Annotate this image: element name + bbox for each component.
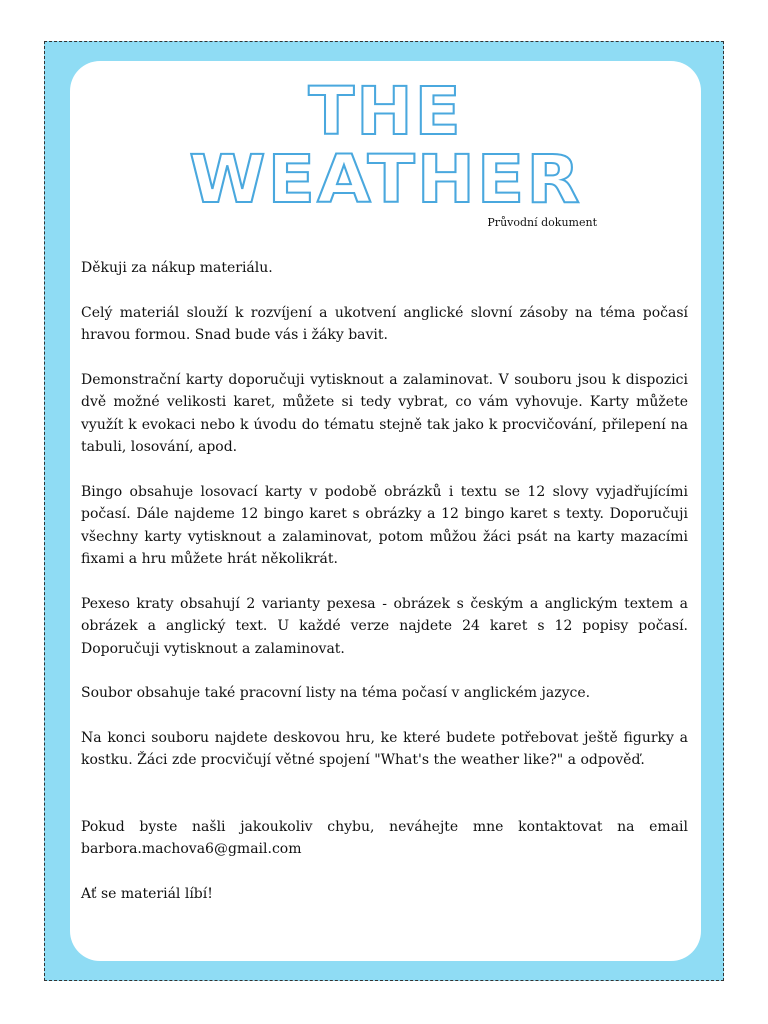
document-body [81,257,688,927]
paragraph-closing: Ať se materiál líbí! [81,885,213,902]
paragraph-bingo: Bingo obsahuje losovací karty v podobě obrázků i textu se 12 slovy vyjadřujícími počasí. Dále najdeme 12 bingo karet s obrázky a 12 bingo karet s texty. Doporučuji všechny karty vytisknout a zalaminovat, potom můžou žáci psát na karty mazacími fixami a hru můžete hrát několikrát. [81,483,688,567]
paragraph-board-game: Na konci souboru najdete deskovou hru, ke které budete potřebovat ještě figurky a kostku. Žáci zde procvičují větné spojení "What's the weather like?" a odpověď. [81,729,688,768]
document-subtitle: Průvodní dokument [487,216,597,229]
paragraph-worksheets: Soubor obsahuje také pracovní listy na téma počasí v anglickém jazyce. [81,685,591,701]
page-frame [44,41,724,981]
paragraph-pexeso: Pexeso kraty obsahují 2 varianty pexesa - obrázek s českým a anglickým textem a obrázek a anglický text. U každé verze najdete 24 karet s 12 popisy počasí. Doporučuji vytisknout a zalaminovat. [81,595,688,657]
title-the: THE [308,73,463,150]
paragraph-thanks: Děkuji za nákup materiálu. [81,260,273,276]
title-weather: WEATHER [189,141,582,218]
paragraph-demo-cards: Demonstrační karty doporučuji vytisknout a zalaminovat. V souboru jsou k dispozici dvě možné velikosti karet, můžete si tedy vybrat, co vám vyhovuje. Karty můžete využít k evokaci nebo k úvodu do tématu stejně tak jako k procvičování, přilepení na tabuli, losování, apod. [81,371,688,455]
paragraph-purpose: Celý materiál slouží k rozvíjení a ukotvení anglické slovní zásoby na téma počasí hravou formou. Snad bude vás i žáky bavit. [81,304,688,343]
paragraph-contact: Pokud byste našli jakoukoliv chybu, neváhejte mne kontaktovat na email barbora.machova6@gmail.com [81,818,688,857]
document-card [70,61,701,961]
